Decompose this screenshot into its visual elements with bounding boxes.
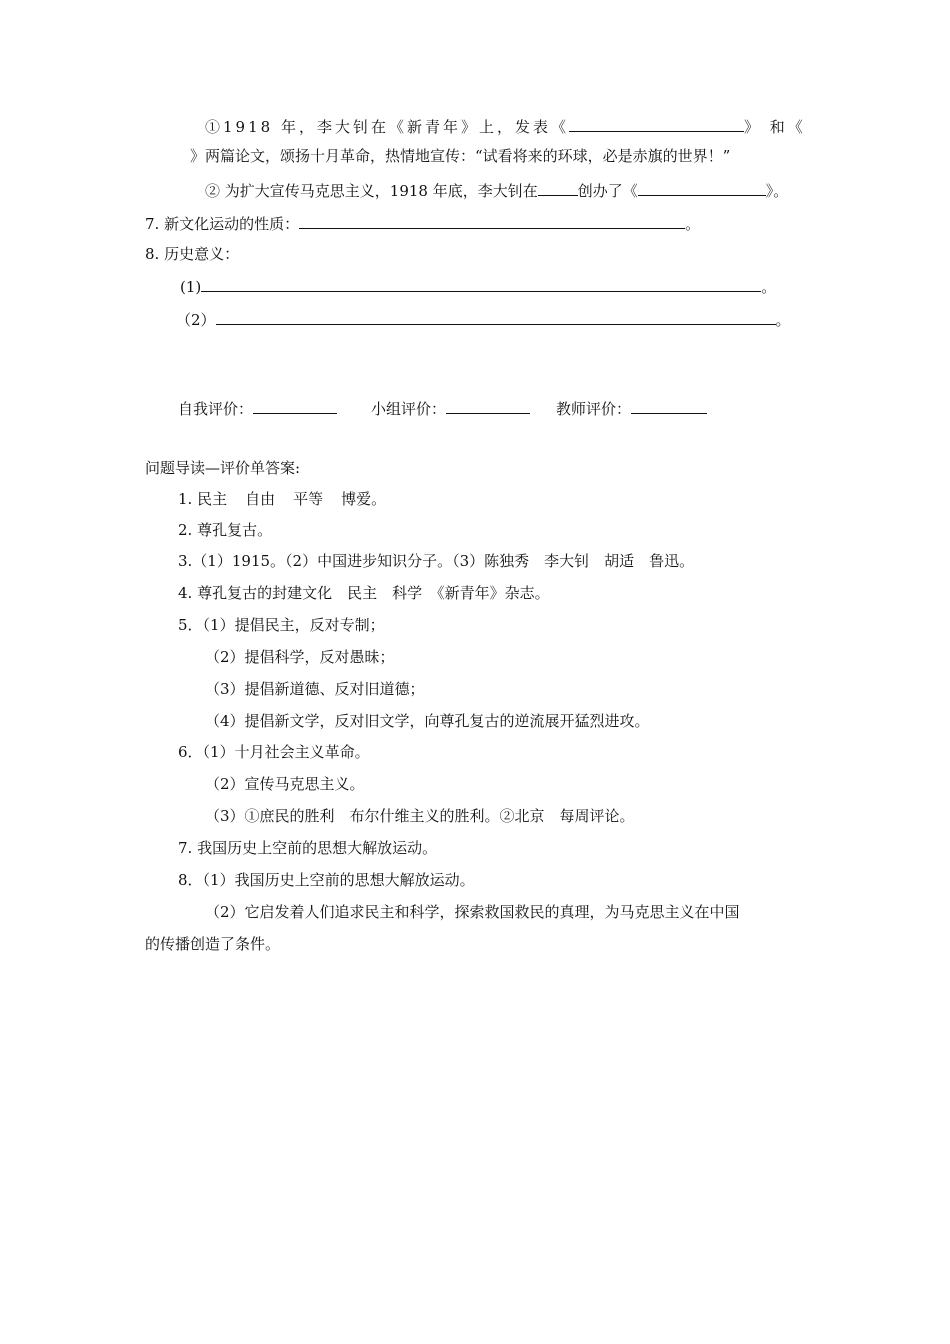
item8-sub2-line [176,309,791,330]
answer-8-1: 8．（1）我国历史上空前的思想大解放运动。 [178,871,475,889]
item6-sub2-line2: 》两篇论文，颂扬十月革命，热情地宣传：“试看将来的环球，必是赤旗的世界！” [190,147,731,165]
evaluation-row [178,398,707,419]
item6-sub2-line3-middle: 创办了《 [577,182,638,200]
item6-sub2-line3-prefix: ② 为扩大宣传马克思主义，1918 年底，李大钊在 [205,182,538,200]
answer-1-item4: 博爱。 [341,490,387,508]
item8-label: 8. 历史意义： [145,245,240,263]
blank-publication[interactable] [638,180,766,196]
item6-sub2-line1 [205,116,806,137]
item7-label: 7. 新文化运动的性质： [145,215,300,233]
item6-sub2-line3 [205,180,788,201]
answer-1 [178,489,386,509]
blank-significance2[interactable] [216,309,776,325]
answer-1-item3: 平等 [293,490,324,508]
answer-6-3: （3）①庶民的胜利 布尔什维主义的胜利。②北京 每周评论。 [205,807,635,825]
item8-sub1-line [180,276,776,297]
answer-6-2: （2）宣传马克思主义。 [205,775,365,793]
group-eval-label: 小组评价： [371,400,447,418]
answer-4: 4. 尊孔复古的封建文化 民主 科学 《新青年》杂志。 [178,584,550,602]
answer-5-1: 5．（1）提倡民主，反对专制； [178,616,385,634]
answer-5-2: （2）提倡科学，反对愚昧； [205,648,395,666]
item8-sub1-label: (1) [180,278,202,296]
blank-place[interactable] [538,180,578,196]
answer-1-item1: 1. 民主 [178,490,228,508]
item6-sub2-line3-suffix: 》。 [765,182,789,200]
teacher-eval-blank[interactable] [631,398,707,414]
teacher-eval-label: 教师评价： [556,400,632,418]
group-eval-blank[interactable] [446,398,530,414]
answer-3: 3.（1）1915。（2）中国进步知识分子。（3）陈独秀 李大钊 胡适 鲁迅。 [178,552,695,570]
answer-1-item2: 自由 [245,490,276,508]
item6-sub2-line1-prefix: ①1918 年，李大钊在《新青年》上，发表《 [205,118,569,136]
answers-title: 问题导读—评价单答案: [145,459,301,477]
item8-sub2-suffix: 。 [775,311,791,329]
item7-suffix: 。 [685,215,701,233]
answer-2: 2. 尊孔复古。 [178,521,273,539]
item6-sub2-line1-middle: 》 和《 [743,118,806,136]
self-eval-label: 自我评价： [178,400,254,418]
self-eval-blank[interactable] [253,398,337,414]
blank-nature[interactable] [299,213,685,229]
answer-7: 7. 我国历史上空前的思想大解放运动。 [178,839,438,857]
blank-article1[interactable] [569,116,744,132]
blank-significance1[interactable] [201,276,761,292]
item8-sub1-suffix: 。 [761,278,777,296]
item7-line [145,213,700,234]
answer-5-4: （4）提倡新文学，反对旧文学，向尊孔复古的逆流展开猛烈进攻。 [205,712,650,730]
answer-6-1: 6．（1）十月社会主义革命。 [178,743,370,761]
answer-5-3: （3）提倡新道德、反对旧道德； [205,680,425,698]
answer-8-3: 的传播创造了条件。 [145,935,281,953]
item8-sub2-label: （2） [176,311,216,329]
answer-8-2: （2）它启发着人们追求民主和科学，探索救国救民的真理，为马克思主义在中国 [205,903,740,921]
